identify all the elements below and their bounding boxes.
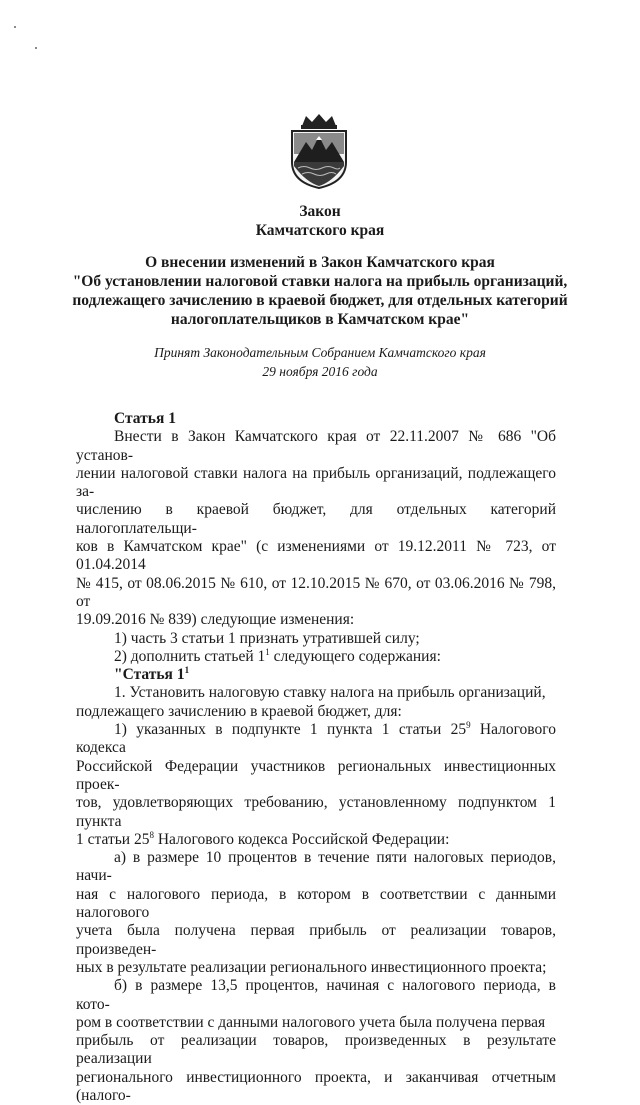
heading-line-1: О внесении изменений в Закон Камчатского края bbox=[145, 254, 495, 271]
text-line: тов, удовлетворяющих требованию, установленному подпунктом 1 пункта bbox=[76, 794, 556, 830]
adoption-date: 29 ноября 2016 года bbox=[262, 364, 378, 379]
text-line: учета была получена первая прибыль от реализации товаров, произведен- bbox=[76, 922, 556, 958]
text-line: Российской Федерации участников региональных инвестиционных проек- bbox=[76, 757, 556, 793]
text-line: подлежащего зачислению в краевой бюджет, для: bbox=[76, 702, 402, 720]
text-line: № 415, от 08.06.2015 № 610, от 12.10.2015 № 670, от 03.06.2016 № 798, от bbox=[76, 574, 556, 610]
text-fragment: Налогового кодекса bbox=[76, 721, 556, 757]
list-item-1: 1) часть 3 статьи 1 признать утратившей силу; bbox=[114, 629, 420, 647]
article-1-1-title bbox=[76, 666, 556, 684]
adoption-note bbox=[0, 343, 640, 381]
coat-of-arms-icon bbox=[288, 112, 350, 190]
text-line: а) в размере 10 процентов в течение пяти налоговых периодов, начи- bbox=[76, 849, 556, 885]
heading-line-3: подлежащего зачислению в краевой бюджет, для отдельных категорий bbox=[72, 292, 568, 309]
text-line: 1. Установить налоговую ставку налога на прибыль организаций, bbox=[114, 684, 546, 702]
text-line bbox=[76, 721, 556, 758]
text-fragment: 1 статьи 25 bbox=[76, 830, 150, 848]
scan-speck bbox=[35, 47, 37, 49]
superscript: 1 bbox=[184, 665, 190, 675]
text-fragment: следующего содержания: bbox=[269, 647, 441, 665]
article-1-title: Статья 1 bbox=[114, 410, 176, 427]
superscript: 9 bbox=[466, 719, 471, 730]
law-body bbox=[76, 410, 556, 1105]
scan-speck bbox=[14, 26, 16, 28]
text-line: ных в результате реализации регионального инвестиционного проекта; bbox=[76, 958, 547, 976]
text-fragment: Налогового кодекса Российской Федерации: bbox=[153, 830, 450, 848]
text-line: 19.09.2016 № 839) следующие изменения: bbox=[76, 611, 355, 629]
heading-line-2: "Об установлении налоговой ставки налога на прибыль организаций, bbox=[72, 273, 568, 290]
text-fragment: "Статья 1 bbox=[114, 666, 185, 684]
text-line: Внести в Закон Камчатского края от 22.11.2007 № 686 "Об установ- bbox=[76, 428, 556, 464]
title-line-1: Закон bbox=[299, 203, 341, 220]
text-line: лении налоговой ставки налога на прибыль организаций, подлежащего за- bbox=[76, 464, 556, 501]
text-line bbox=[76, 831, 556, 849]
text-fragment: 1) указанных в подпункте 1 пункта 1 статьи 25 bbox=[114, 721, 467, 739]
law-title bbox=[0, 202, 640, 240]
superscript: 1 bbox=[265, 646, 270, 657]
law-heading bbox=[0, 253, 640, 329]
adoption-line-1: Принят Законодательным Собранием Камчатского края bbox=[154, 345, 486, 360]
text-line: ков в Камчатском крае" (с изменениями от 19.12.2011 № 723, от 01.04.2014 bbox=[76, 538, 556, 574]
text-line: б) в размере 13,5 процентов, начиная с налогового периода, в кото- bbox=[76, 977, 556, 1013]
text-line: ная с налогового периода, в котором в соответствии с данными налогового bbox=[76, 885, 556, 922]
text-line: числению в краевой бюджет, для отдельных категорий налогоплательщи- bbox=[76, 501, 556, 537]
text-fragment: 2) дополнить статьей 1 bbox=[114, 647, 266, 665]
text-line: прибыль от реализации товаров, произведенных в результате реализации bbox=[76, 1032, 556, 1068]
text-line: ром в соответствии с данными налогового учета была получена первая bbox=[76, 1013, 546, 1031]
list-item-2 bbox=[76, 648, 556, 666]
heading-line-4: налогоплательщиков в Камчатском крае" bbox=[170, 311, 470, 328]
text-line: регионального инвестиционного проекта, и заканчивая отчетным (налого- bbox=[76, 1068, 556, 1104]
superscript: 8 bbox=[149, 829, 154, 840]
title-line-2: Камчатского края bbox=[255, 222, 385, 239]
